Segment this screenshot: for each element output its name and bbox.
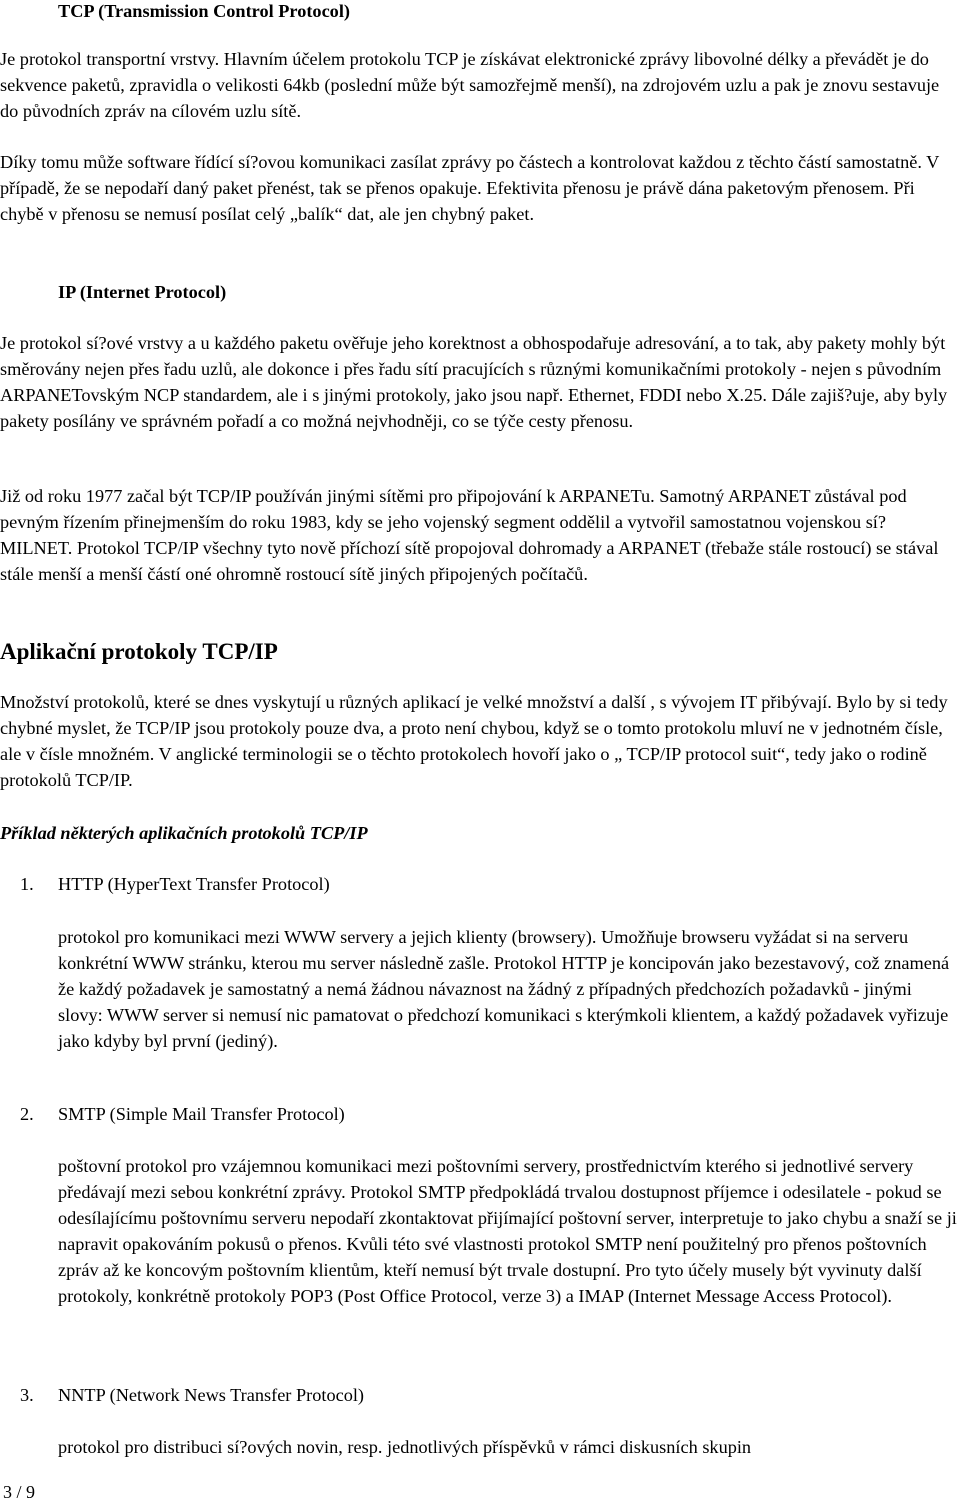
section-title-tcp: TCP (Transmission Control Protocol)	[58, 1, 350, 21]
section-title-applications: Aplikační protokoly TCP/IP	[0, 639, 278, 664]
ip-paragraph-1: Je protokol sí?ové vrstvy a u každého paketu ověřuje jeho korektnost a obhospodařuje adresování, a to tak, aby pakety mohly být směrovány nejen přes řadu uzlů, ale dokonce i přes řadu sítí pracujících s různými komunikačními protokoly - nejen s původním ARPANETovským NCP standardem, ale i s jinými protokoly, jako jsou např. Ethernet, FDDI nebo X.25. Dále zajiš?uje, aby byly pakety posílány ve správném pořadí a co možná nejvhodněji, co se týče cesty přenosu.	[0, 333, 948, 431]
list-item-description-http: protokol pro komunikaci mezi WWW servery a jejich klienty (browsery). Umožňuje browseru vyžádat si na serveru konkrétní WWW stránku, kterou mu server následně zašle. Protokol HTTP je koncipován jako bezestavový, což znamená že každý požadavek je samostatný a nemá žádnou návaznost na žádný z případných předchozích požadavků - jinými slovy: WWW server si nemusí nic pamatovat o předchozí komunikaci s kterýmkoli klientem, a každý požadavek vyřizuje jako kdyby byl první (jediný).	[58, 927, 950, 1051]
list-item-number: 3.	[20, 1385, 34, 1405]
applications-subtitle: Příklad některých aplikačních protokolů TCP/IP	[0, 823, 368, 843]
list-item-label-smtp: SMTP (Simple Mail Transfer Protocol)	[58, 1104, 345, 1124]
applications-paragraph: Množství protokolů, které se dnes vyskytují u různých aplikací je velké množství a další , s vývojem IT přibývají. Bylo by si tedy chybné myslet, že TCP/IP jsou protokoly pouze dva, a proto není chybou, když se o tomto protokolu mluví ne v jednotném čísle, ale v čísle množném. V anglické terminologii se o těchto protokolech hovoří jako o „ TCP/IP protocol suit“, tedy jako o rodině protokolů TCP/IP.	[0, 692, 948, 790]
page-number: 3 / 9	[3, 1482, 36, 1502]
list-item-label-http: HTTP (HyperText Transfer Protocol)	[58, 874, 330, 894]
list-item-label-nntp: NNTP (Network News Transfer Protocol)	[58, 1385, 365, 1405]
list-item-description-smtp: poštovní protokol pro vzájemnou komunikaci mezi poštovními servery, prostřednictvím kterého si jednotlivé servery předávají mezi sebou konkrétní zprávy. Protokol SMTP předpokládá trvalou dostupnost příjemce i odesilatele - pokud se odesílajícímu poštovnímu serveru nepodaří zkontaktovat přijímající poštovní server, interpretuje to jako chybu a snaží se ji napravit opakováním pokusů o přenos. Kvůli této své vlastnosti protokol SMTP není použitelný pro přenos poštovních zpráv až ke koncovým poštovním klientům, kteří nemusí být trvale dostupní. Pro tyto účely musely být vyvinuty další protokoly, konkrétně protokoly POP3 (Post Office Protocol, verze 3) a IMAP (Internet Message Access Protocol).	[58, 1156, 957, 1306]
ip-paragraph-2: Již od roku 1977 začal být TCP/IP používán jinými sítěmi pro připojování k ARPANETu. Samotný ARPANET zůstával pod pevným řízením přinejmenším do roku 1983, kdy se jeho vojenský segment oddělil a vytvořil samostatnou vojenskou sí? MILNET. Protokol TCP/IP všechny tyto nově příchozí sítě propojoval dohromady a ARPANET (třebaže stále rostoucí) se stával stále menší a menší částí oné ohromně rostoucí sítě jiných připojených počítačů.	[0, 486, 939, 584]
tcp-paragraph-1: Je protokol transportní vrstvy. Hlavním účelem protokolu TCP je získávat elektronické zprávy libovolné délky a převádět je do sekvence paketů, zpravidla o velikosti 64kb (poslední může být samozřejmě menší), na zdrojovém uzlu a pak je znovu sestavuje do původních zpráv na cílovém uzlu sítě.	[0, 49, 940, 121]
list-item-number: 1.	[20, 874, 34, 894]
tcp-paragraph-2: Díky tomu může software řídící sí?ovou komunikaci zasílat zprávy po částech a kontrolovat každou z těchto částí samostatně. V případě, že se nepodaří daný paket přenést, tak se přenos opakuje. Efektivita přenosu je právě dána paketovým přenosem. Při chybě v přenosu se nemusí posílat celý „balík“ dat, ale jen chybný paket.	[0, 152, 940, 224]
section-title-ip: IP (Internet Protocol)	[58, 282, 227, 302]
list-item-number: 2.	[20, 1104, 34, 1124]
list-item-description-nntp: protokol pro distribuci sí?ových novin, resp. jednotlivých příspěvků v rámci diskusních skupin	[58, 1437, 752, 1457]
